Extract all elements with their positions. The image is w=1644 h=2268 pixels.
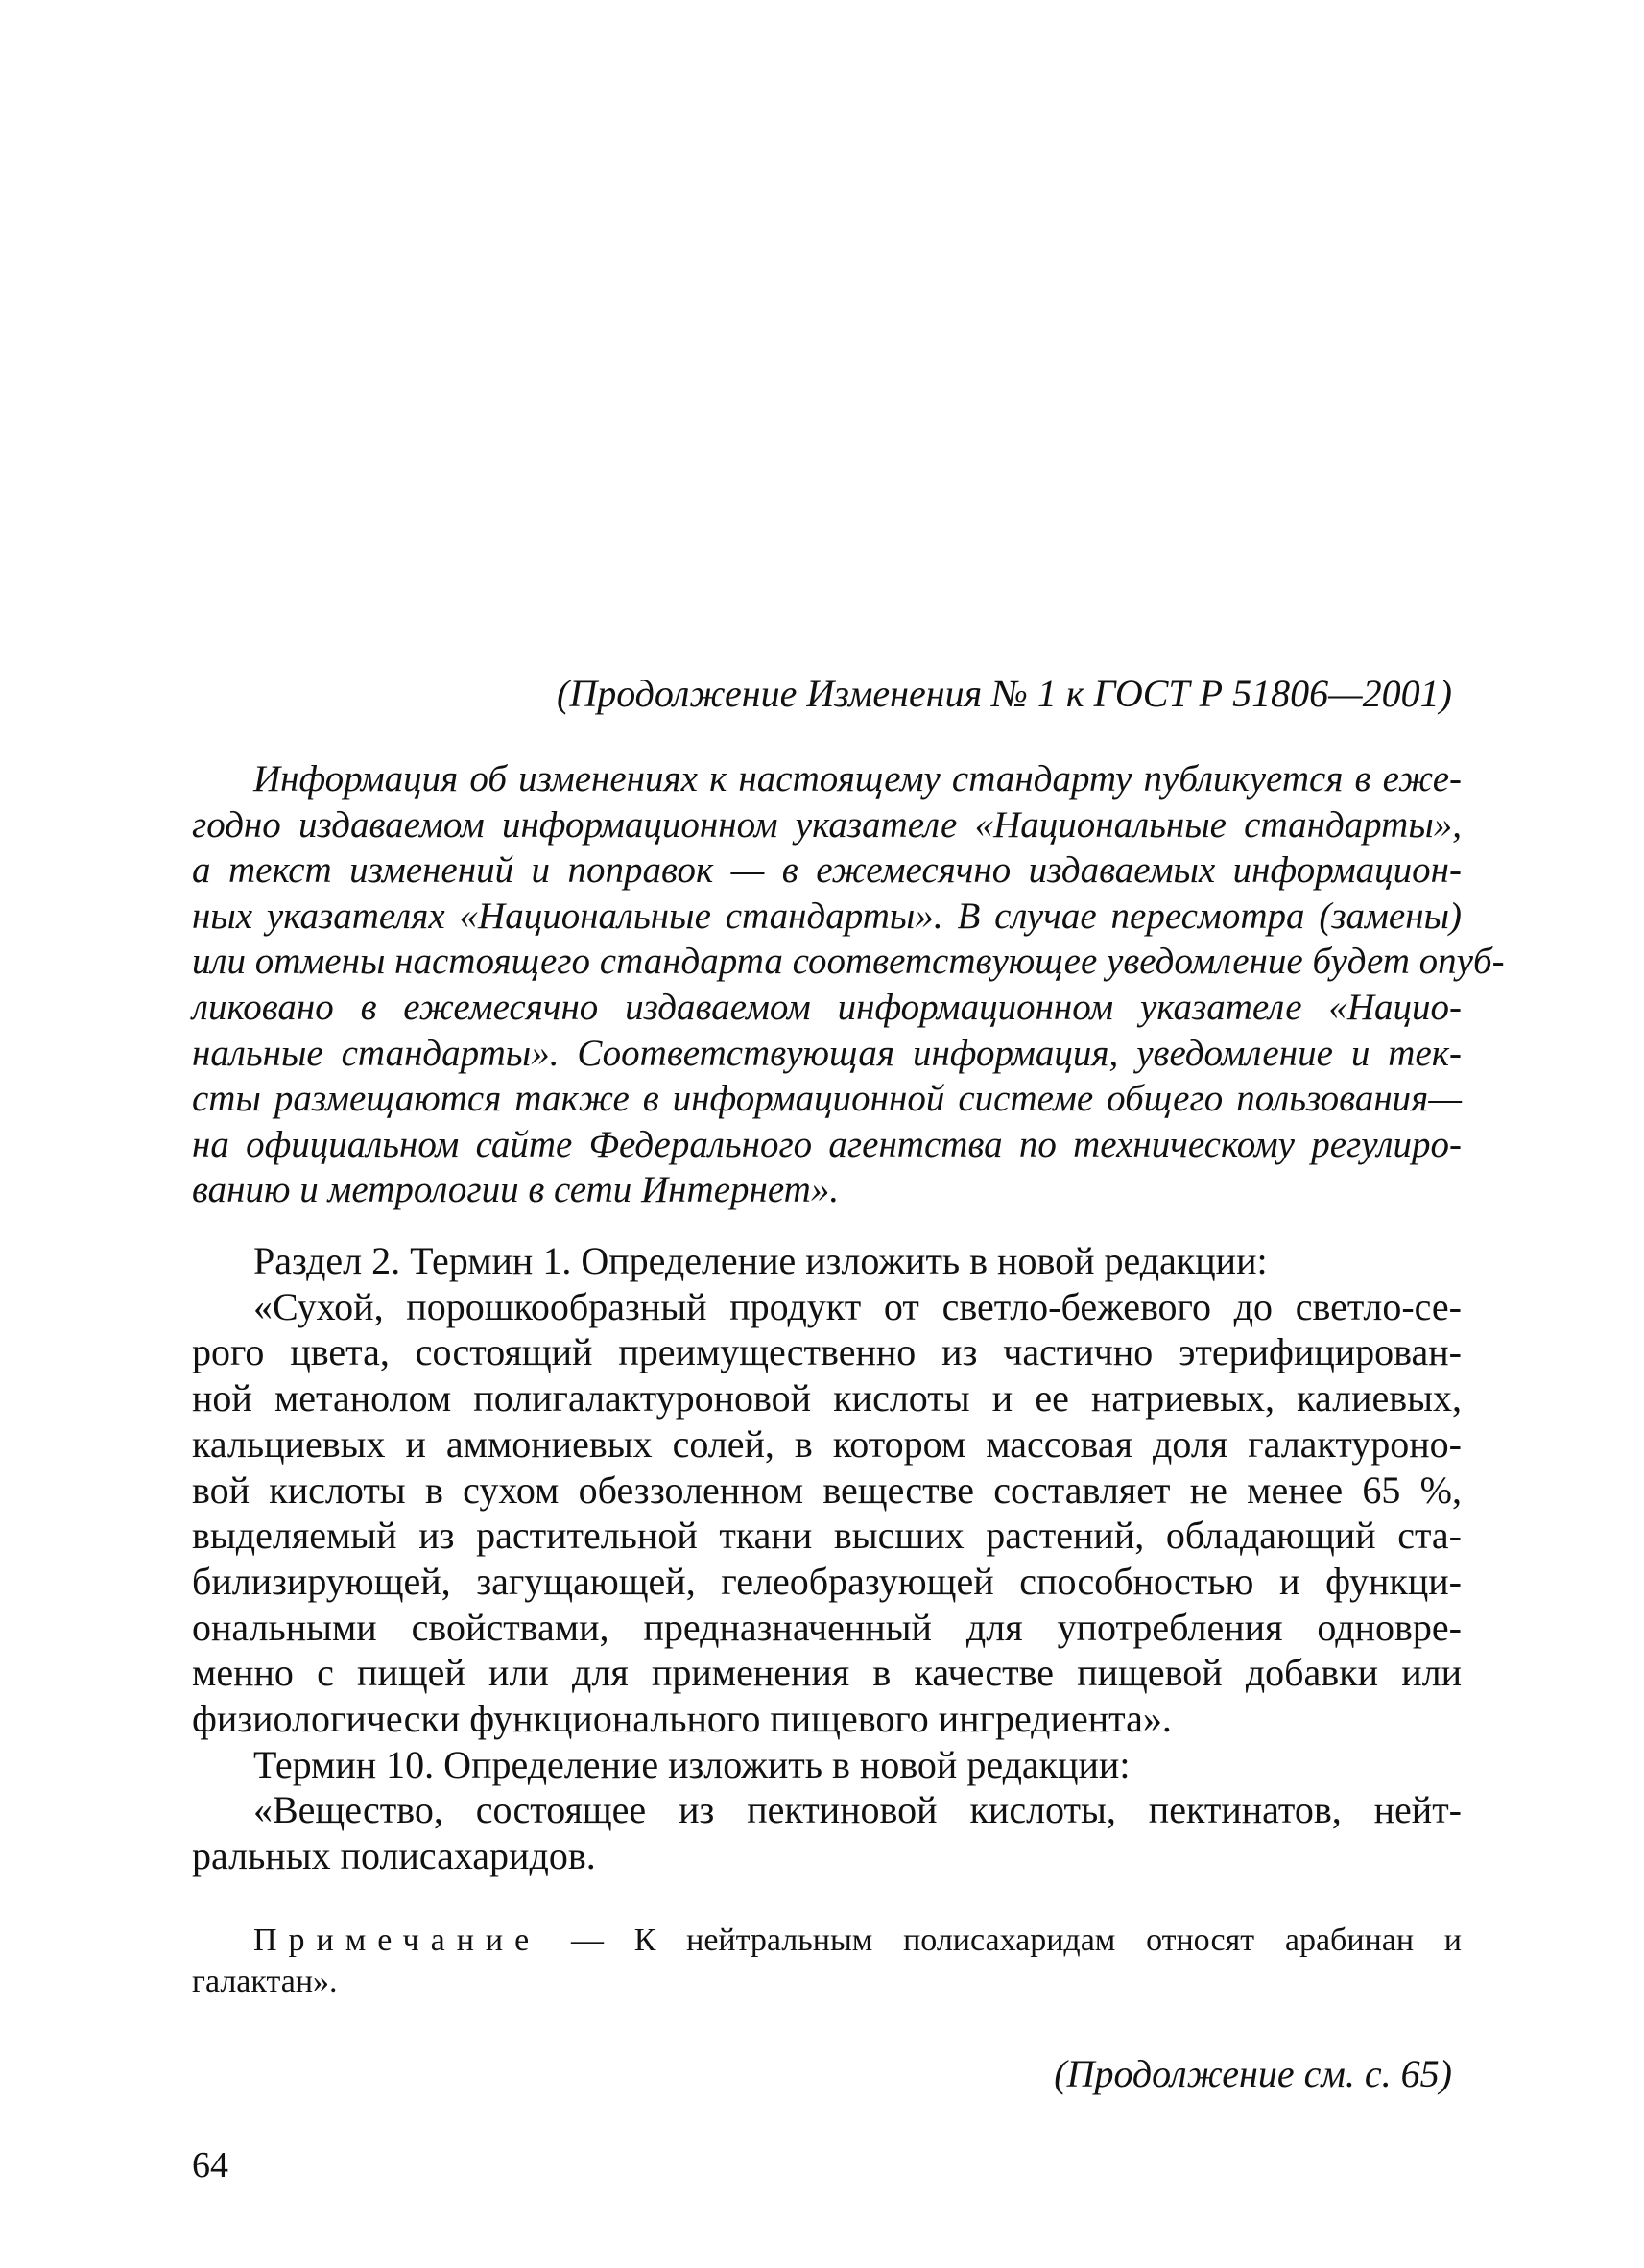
term10-heading: Термин 10. Определение изложить в новой редакции:: [253, 1742, 1131, 1786]
term1-line: физиологически функционального пищевого ингредиента».: [192, 1697, 1172, 1741]
note-block: [192, 1920, 1462, 2002]
note-line: [192, 1920, 1462, 1961]
term1-line: менно с пищей или для применения в качестве пищевой добавки или: [192, 1651, 1462, 1695]
continuation-header: (Продолжение Изменения № 1 к ГОСТ Р 51806—2001): [557, 672, 1452, 715]
information-notice: [192, 756, 1505, 1213]
page-number: 64: [192, 2145, 228, 2185]
term1-line: ной метанолом полигалактуроновой кислоты и ее натриевых, калиевых,: [192, 1376, 1462, 1420]
info-line: сты размещаются также в информационной системе общего пользования—: [192, 1078, 1462, 1120]
term10-line: «Вещество, состоящее из пектиновой кислоты, пектинатов, нейт-: [253, 1788, 1462, 1832]
term1-line: рого цвета, состоящий преимущественно из частично этерифицирован-: [192, 1330, 1462, 1374]
note-label: Примечание: [253, 1922, 541, 1958]
term1-line: кальциевых и аммониевых солей, в котором массовая доля галактуроно-: [192, 1421, 1462, 1466]
term1-line: вой кислоты в сухом обеззоленном веществе составляет не менее 65 %,: [192, 1468, 1462, 1512]
info-line: Информация об изменениях к настоящему стандарту публикуется в еже-: [253, 758, 1462, 800]
info-line: ликовано в ежемесячно издаваемом информационном указателе «Нацио-: [192, 986, 1462, 1028]
note-line: галактан».: [192, 1964, 338, 1999]
section-heading: Раздел 2. Термин 1. Определение изложить в новой редакции:: [253, 1239, 1268, 1282]
info-line: ванию и метрологии в сети Интернет».: [192, 1169, 840, 1211]
term1-line: выделяемый из растительной ткани высших растений, обладающий ста-: [192, 1514, 1462, 1558]
term1-line: ональными свойствами, предназначенный для употребления одновре-: [192, 1605, 1462, 1649]
continuation-footer: (Продолжение см. с. 65): [1054, 2052, 1452, 2095]
note-text: — К нейтральным полисахаридам относят арабинан и: [540, 1922, 1462, 1958]
info-line: нальные стандарты». Соответствующая информация, уведомление и тек-: [192, 1032, 1462, 1074]
amendment-body: [192, 1238, 1462, 1879]
info-line: годно издаваемом информационном указателе «Национальные стандарты»,: [192, 803, 1462, 846]
info-line: на официальном сайте Федерального агентства по техническому регулиро-: [192, 1123, 1462, 1165]
term1-line: билизирующей, загущающей, гелеобразующей способностью и функци-: [192, 1559, 1462, 1603]
info-line: а текст изменений и поправок — в ежемесячно издаваемых информацион-: [192, 849, 1462, 892]
term1-line: «Сухой, порошкообразный продукт от светло-бежевого до светло-се-: [253, 1284, 1462, 1328]
info-line: ных указателях «Национальные стандарты». В случае пересмотра (замены): [192, 895, 1462, 937]
term10-line: ральных полисахаридов.: [192, 1834, 596, 1878]
info-line: или отмены настоящего стандарта соответствующее уведомление будет опуб-: [192, 941, 1505, 983]
